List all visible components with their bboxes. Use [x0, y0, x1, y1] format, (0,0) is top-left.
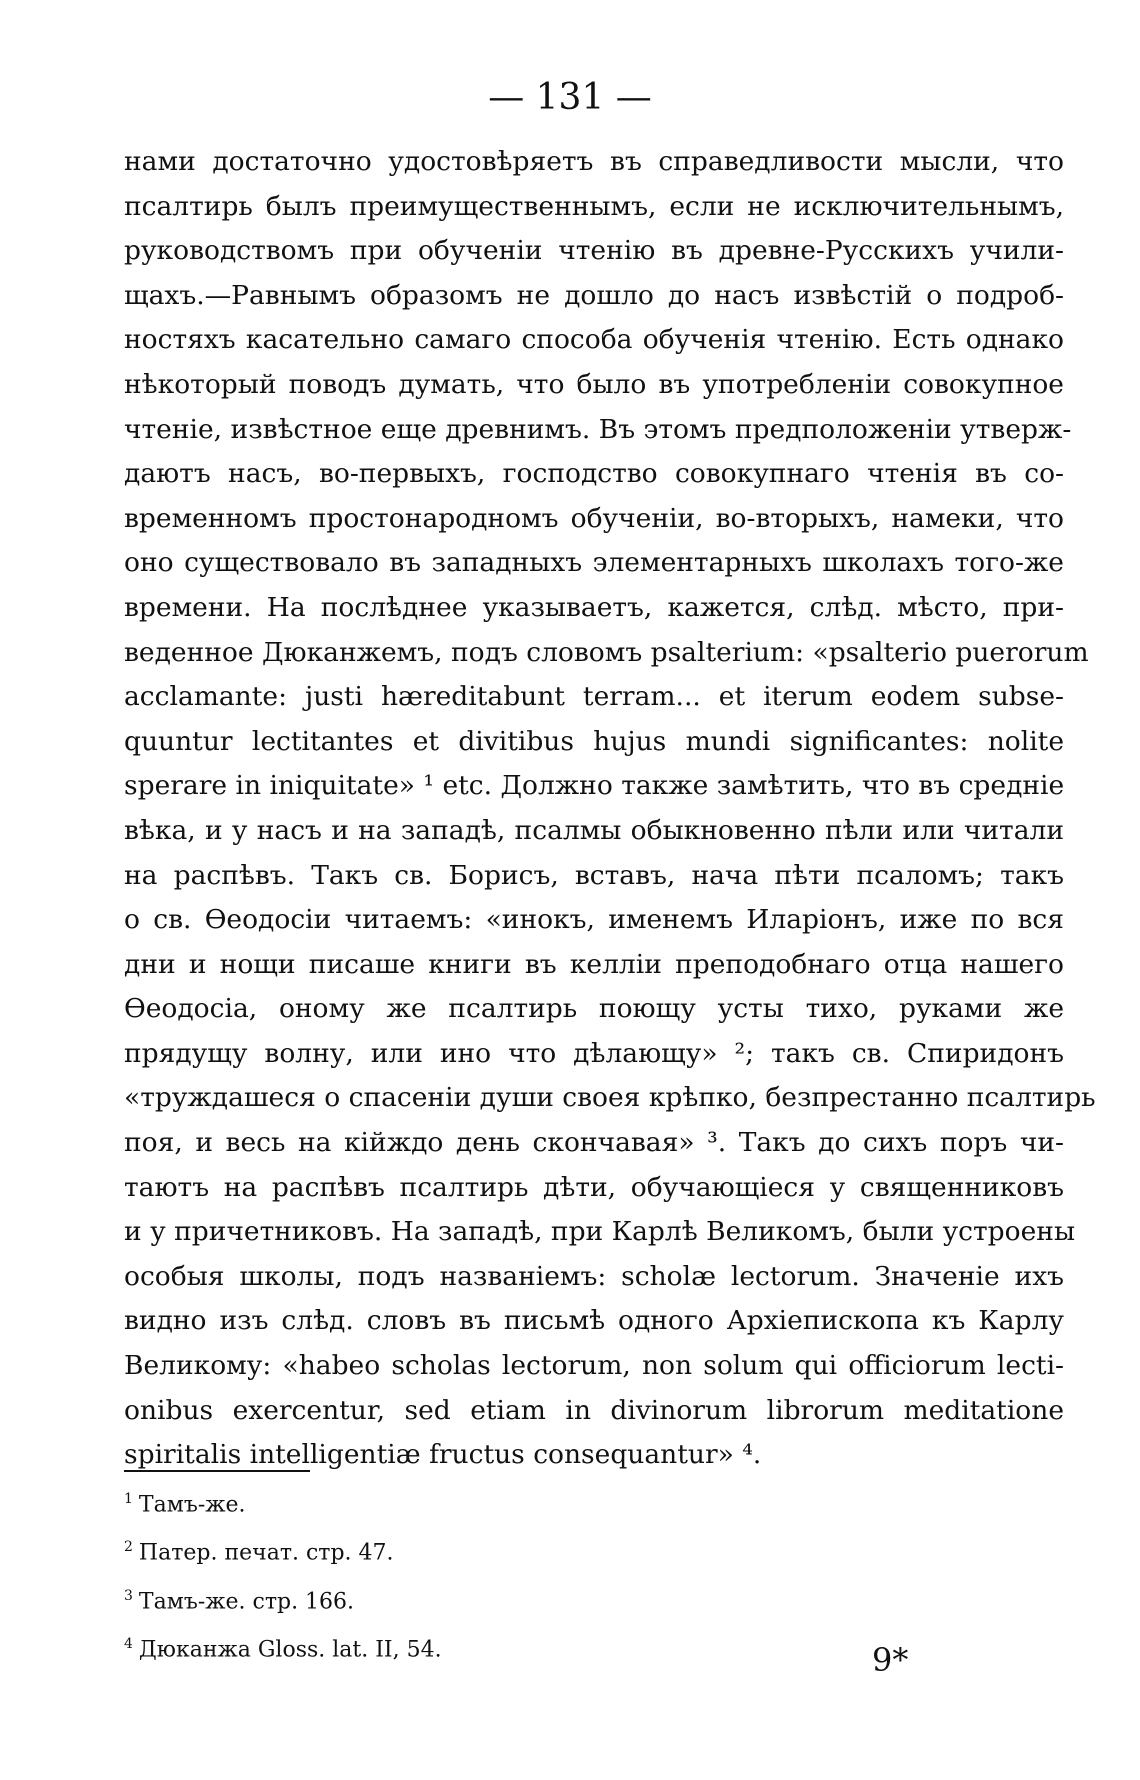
footnote-text: Дюканжа Gloss. lat. II, 54.: [138, 1637, 442, 1663]
text-line: и у причетниковъ. На западѣ, при Карлѣ Великомъ, были устроены: [124, 1216, 1076, 1248]
footnote: [124, 1478, 724, 1526]
text-line: чтеніе, извѣстное еще древнимъ. Въ этомъ предположеніи утверж-: [124, 413, 1072, 445]
text-line: нами достаточно удостовѣряетъ въ справедливости мысли, что: [124, 146, 1064, 177]
text-line: spiritalis intelligentiæ fructus consequantur» ⁴.: [124, 1439, 762, 1471]
text-line: дни и нощи писаше книги въ келліи преподобнаго отца нашего: [124, 948, 1064, 980]
text-line: даютъ насъ, во-первыхъ, господство совокупнаго чтенія въ со-: [124, 458, 1064, 490]
text-line: о св. Ѳеодосіи читаемъ: «инокъ, именемъ Иларіонъ, иже по вся: [124, 904, 1064, 936]
footnote-text: Тамъ-же.: [138, 1492, 246, 1518]
text-line: оно существовало въ западныхъ элементарныхъ школахъ того-же: [124, 547, 1064, 579]
text-line: на распѣвъ. Такъ св. Борисъ, вставъ, нача пѣти псаломъ; такъ: [124, 859, 1064, 891]
page-number: — 131 —: [488, 77, 652, 118]
text-line: нѣкоторый поводъ думать, что было въ употребленіи совокупное: [124, 368, 1064, 400]
text-line: псалтирь былъ преимущественнымъ, если не исключительнымъ,: [124, 190, 1064, 222]
footnote-text: Патер. печат. стр. 47.: [138, 1540, 394, 1566]
text-line: Ѳеодосіа, оному же псалтирь поющу усты тихо, руками же: [124, 993, 1064, 1025]
footnote-text: Тамъ-же. стр. 166.: [138, 1588, 355, 1614]
text-line: «труждашеся о спасеніи души своея крѣпко, безпрестанно псалтирь: [124, 1082, 1096, 1114]
text-line: временномъ простонародномъ обученіи, во-вторыхъ, намеки, что: [124, 502, 1064, 534]
text-line: щахъ.—Равнымъ образомъ не дошло до насъ извѣстій о подроб-: [124, 279, 1064, 311]
text-line: веденное Дюканжемъ, подъ словомъ psalterium: «psalterio puerorum: [124, 636, 1089, 668]
text-line: Великому: «habeo scholas lectorum, non solum qui officiorum lecti-: [124, 1350, 1064, 1382]
text-line: прядущу волну, или ино что дѣлающу» ²; такъ св. Спиридонъ: [124, 1037, 1064, 1069]
footnote-mark: 3: [124, 1587, 133, 1604]
body-text: [124, 140, 1096, 1478]
text-line: таютъ на распѣвъ псалтирь дѣти, обучающіеся у священниковъ: [124, 1171, 1064, 1203]
text-line: ностяхъ касательно самаго способа обученія чтенію. Есть однако: [124, 324, 1064, 356]
footnote-divider: [124, 1470, 310, 1472]
footnote-mark: 1: [124, 1491, 133, 1507]
footnote: [124, 1575, 724, 1623]
text-line: видно изъ слѣд. словъ въ письмѣ одного Архіепископа къ Карлу: [124, 1305, 1064, 1337]
text-line: руководствомъ при обученіи чтенію въ древне-Русскихъ учили-: [124, 235, 1064, 267]
footnote-mark: 4: [124, 1635, 133, 1652]
signature-mark: 9*: [872, 1641, 909, 1679]
text-line: onibus exercentur, sed etiam in divinorum librorum meditatione: [124, 1394, 1064, 1426]
text-line: вѣка, и у насъ и на западѣ, псалмы обыкновенно пѣли или читали: [124, 814, 1064, 846]
text-line: sperare in iniquitate» ¹ etc. Должно также замѣтить, что въ средніе: [124, 770, 1065, 802]
text-line: времени. На послѣднее указываетъ, кажется, слѣд. мѣсто, при-: [124, 591, 1064, 623]
text-line: quuntur lectitantes et divitibus hujus mundi significantes: nolite: [124, 725, 1064, 757]
text-line: acclamante: justi hæreditabunt terram... et iterum eodem subse-: [124, 681, 1064, 713]
text-line: поя, и весь на кійждо день скончавая» ³. Такъ до сихъ поръ чи-: [124, 1127, 1064, 1159]
footnote: [124, 1623, 724, 1671]
footnote-mark: 2: [124, 1539, 133, 1556]
footnotes: [124, 1478, 724, 1671]
footnote: [124, 1526, 724, 1574]
text-line: особыя школы, подъ названіемъ: scholæ lectorum. Значеніе ихъ: [124, 1260, 1064, 1292]
